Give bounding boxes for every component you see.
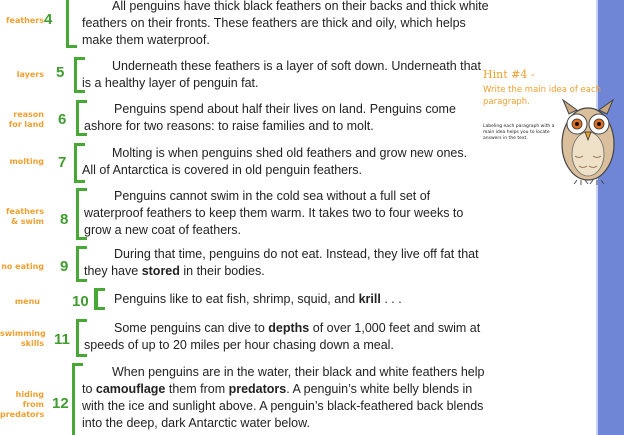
paragraph-label: feathers & swim	[6, 207, 44, 226]
hint-title: Hint #4 -	[483, 68, 535, 81]
paragraph-number: 8	[60, 211, 69, 228]
hint-note: Labeling each paragraph with a main idea helps you to locate answers in the text.	[483, 124, 555, 141]
paragraph-text: Penguins cannot swim in the cold sea without a full set of waterproof feathers to keep them warm. It takes two to four weeks to grow a new coat of feathers.	[84, 189, 464, 237]
paragraph-text: During that time, penguins do not eat. Instead, they live off fat that they have stored in their bodies.	[84, 247, 479, 278]
bold-term-predators: predators	[228, 382, 287, 396]
owl-icon	[555, 96, 621, 186]
paragraph-label: feathers	[6, 16, 44, 25]
paragraph-label: reason for land	[8, 110, 44, 129]
paragraph-number: 10	[72, 293, 89, 310]
paragraph-text: Underneath these feathers is a layer of soft down. Underneath that is a healthy layer of penguin fat.	[82, 59, 481, 90]
paragraph-number: 4	[44, 11, 53, 28]
paragraph-number: 11	[54, 331, 70, 348]
hint-subtitle: Write the main idea of each paragraph.	[483, 85, 602, 107]
paragraph-label: menu	[14, 297, 40, 306]
paragraph-label: molting	[9, 157, 44, 166]
paragraph-text: Penguins spend about half their lives on land. Penguins come ashore for two reasons: to raise families and to molt.	[84, 102, 456, 133]
paragraph-number: 12	[52, 395, 69, 412]
paragraph-number: 5	[56, 64, 65, 81]
bold-term-krill: krill	[358, 292, 381, 306]
paragraph-bracket	[66, 0, 77, 48]
paragraph-text: Penguins like to eat fish, shrimp, squid, and krill . . .	[114, 292, 402, 306]
paragraph-text: Molting is when penguins shed old feathers and grow new ones. All of Antarctica is covered in old penguin feathers.	[82, 146, 468, 177]
paragraph-text: Some penguins can dive to depths of over 1,000 feet and swim at speeds of up to 20 miles per hour chasing down a meal.	[84, 321, 481, 352]
right-sidebar	[598, 0, 624, 435]
paragraph-number: 7	[58, 154, 67, 171]
bold-term-stored: stored	[141, 264, 180, 278]
paragraph-bracket	[94, 288, 105, 310]
paragraph-label: no eating	[1, 262, 44, 271]
bold-term-depths: depths	[268, 321, 310, 335]
paragraph-label: hiding from predators	[0, 390, 45, 419]
paragraph-label: layers	[16, 70, 44, 79]
bold-term-camouflage: camouflage	[95, 382, 166, 396]
paragraph-text: When penguins are in the water, their black and white feathers help to camouflage them from predators. A penguin’s white belly blends in with the ice and sunlight above. A penguin’s black-feathered back blends into the deep, dark Antarctic water below.	[82, 365, 485, 430]
paragraph-label: swimming skills	[0, 329, 46, 348]
paragraph-number: 6	[58, 111, 67, 128]
paragraph-number: 9	[60, 258, 69, 275]
paragraph-text: All penguins have thick black feathers on their backs and thick white feathers on their fronts. These feathers are thick and oily, which helps make them waterproof.	[82, 0, 489, 47]
